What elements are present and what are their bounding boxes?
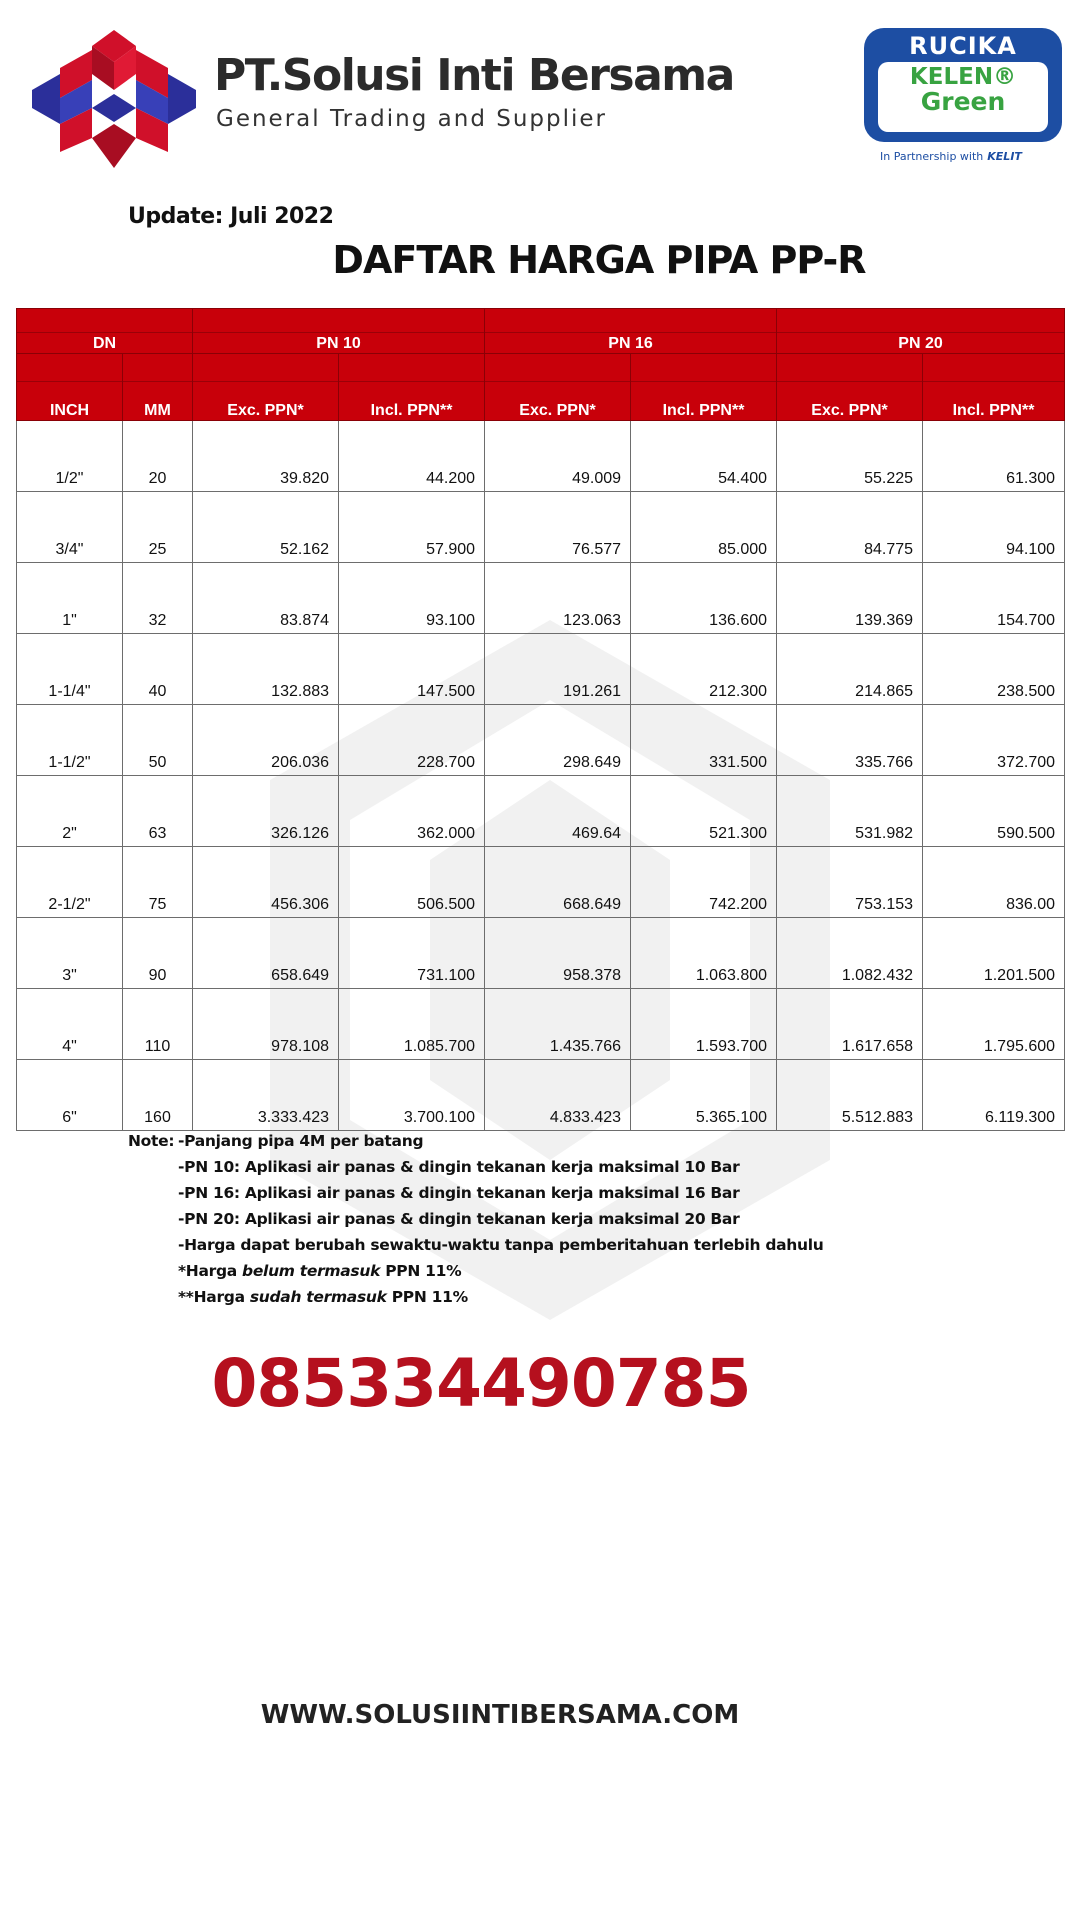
note-line: -PN 10: Aplikasi air panas & dingin tekanan kerja maksimal 10 Bar: [178, 1158, 740, 1176]
cell-pn10-inc: 3.700.100: [339, 1060, 485, 1131]
cell-pn16-exc: 49.009: [485, 421, 631, 492]
cell-inch: 3/4": [17, 492, 123, 563]
table-row: [17, 634, 1065, 705]
notes-label: Note:: [128, 1132, 175, 1150]
header-inch: INCH: [17, 354, 123, 421]
phone-number: 085334490785: [211, 1345, 751, 1422]
green-text: Green: [920, 87, 1006, 116]
cell-pn10-inc: 1.085.700: [339, 989, 485, 1060]
cell-inch: 1": [17, 563, 123, 634]
cell-pn16-inc: 212.300: [631, 634, 777, 705]
cell-pn10-exc: 326.126: [193, 776, 339, 847]
table-subheader-row: [17, 354, 1065, 421]
cell-pn20-inc: 154.700: [923, 563, 1065, 634]
table-row: [17, 776, 1065, 847]
cell-pn10-inc: 362.000: [339, 776, 485, 847]
cell-pn10-exc: 132.883: [193, 634, 339, 705]
cell-pn10-exc: 52.162: [193, 492, 339, 563]
table-row: [17, 492, 1065, 563]
header-pn10-exc: Exc. PPN*: [193, 354, 339, 421]
company-tagline: General Trading and Supplier: [216, 106, 607, 132]
cell-pn16-inc: 136.600: [631, 563, 777, 634]
header-pn20-exc: Exc. PPN*: [777, 354, 923, 421]
cell-pn20-exc: 1.617.658: [777, 989, 923, 1060]
table-row: [17, 1060, 1065, 1131]
cell-pn10-exc: 83.874: [193, 563, 339, 634]
cell-pn16-inc: 1.593.700: [631, 989, 777, 1060]
cell-pn20-exc: 214.865: [777, 634, 923, 705]
table-row: [17, 421, 1065, 492]
cell-pn10-exc: 658.649: [193, 918, 339, 989]
cell-pn20-inc: 1.795.600: [923, 989, 1065, 1060]
cell-inch: 1/2": [17, 421, 123, 492]
cell-pn20-inc: 372.700: [923, 705, 1065, 776]
cell-pn16-exc: 668.649: [485, 847, 631, 918]
cell-pn16-inc: 742.200: [631, 847, 777, 918]
cell-mm: 63: [123, 776, 193, 847]
kelen-green-badge: [878, 62, 1048, 132]
cell-pn16-inc: 1.063.800: [631, 918, 777, 989]
cell-pn16-exc: 4.833.423: [485, 1060, 631, 1131]
cell-pn10-exc: 39.820: [193, 421, 339, 492]
cell-inch: 3": [17, 918, 123, 989]
kelen-text: KELEN®: [909, 64, 1017, 90]
update-date: Update: Juli 2022: [128, 204, 334, 229]
company-logo: [30, 28, 198, 170]
partnership-line: [880, 150, 1022, 163]
page-title: DAFTAR HARGA PIPA PP-R: [332, 238, 866, 282]
cell-inch: 4": [17, 989, 123, 1060]
cell-pn20-exc: 531.982: [777, 776, 923, 847]
cell-pn16-inc: 331.500: [631, 705, 777, 776]
cell-pn16-inc: 85.000: [631, 492, 777, 563]
header-dn: DN: [17, 309, 193, 354]
cell-pn20-exc: 1.082.432: [777, 918, 923, 989]
cell-pn10-inc: 731.100: [339, 918, 485, 989]
cell-pn10-inc: 506.500: [339, 847, 485, 918]
cell-pn20-inc: 836.00: [923, 847, 1065, 918]
header-pn10-inc: Incl. PPN**: [339, 354, 485, 421]
company-name: PT.Solusi Inti Bersama: [214, 50, 734, 101]
cell-pn10-inc: 147.500: [339, 634, 485, 705]
cell-pn20-inc: 590.500: [923, 776, 1065, 847]
cell-pn20-inc: 6.119.300: [923, 1060, 1065, 1131]
notes-section: [128, 1128, 824, 1310]
cell-mm: 20: [123, 421, 193, 492]
cell-mm: 110: [123, 989, 193, 1060]
cell-pn16-inc: 5.365.100: [631, 1060, 777, 1131]
cell-pn10-exc: 3.333.423: [193, 1060, 339, 1131]
cell-mm: 32: [123, 563, 193, 634]
note-line: -PN 16: Aplikasi air panas & dingin tekanan kerja maksimal 16 Bar: [178, 1184, 740, 1202]
header-pn16: PN 16: [485, 309, 777, 354]
cell-pn10-inc: 228.700: [339, 705, 485, 776]
rucika-brand: RUCIKA: [909, 32, 1017, 60]
table-row: [17, 563, 1065, 634]
price-table-body: [17, 421, 1065, 1131]
cell-inch: 2-1/2": [17, 847, 123, 918]
cell-pn16-exc: 1.435.766: [485, 989, 631, 1060]
cell-pn20-inc: 61.300: [923, 421, 1065, 492]
cell-pn20-exc: 84.775: [777, 492, 923, 563]
table-group-header-row: [17, 309, 1065, 354]
note-line: -Panjang pipa 4M per batang: [178, 1132, 424, 1150]
note-inc-ppn: **Harga sudah termasuk PPN 11%: [178, 1288, 468, 1306]
note-exc-ppn: *Harga belum termasuk PPN 11%: [178, 1262, 462, 1280]
cell-pn16-exc: 191.261: [485, 634, 631, 705]
cell-mm: 40: [123, 634, 193, 705]
cell-pn10-inc: 57.900: [339, 492, 485, 563]
header-mm: MM: [123, 354, 193, 421]
cell-pn16-inc: 54.400: [631, 421, 777, 492]
table-row: [17, 989, 1065, 1060]
cell-pn20-exc: 753.153: [777, 847, 923, 918]
cell-mm: 160: [123, 1060, 193, 1131]
cell-pn20-inc: 94.100: [923, 492, 1065, 563]
partnership-text: In Partnership with: [880, 150, 984, 163]
cell-inch: 2": [17, 776, 123, 847]
price-table: [16, 308, 1065, 1131]
cell-pn10-inc: 44.200: [339, 421, 485, 492]
cell-pn16-exc: 469.64: [485, 776, 631, 847]
header-pn10: PN 10: [193, 309, 485, 354]
cell-pn20-inc: 1.201.500: [923, 918, 1065, 989]
cell-inch: 1-1/2": [17, 705, 123, 776]
cell-mm: 50: [123, 705, 193, 776]
cell-pn10-exc: 456.306: [193, 847, 339, 918]
cell-mm: 90: [123, 918, 193, 989]
rucika-kelen-logo: [864, 28, 1062, 142]
kelit-brand: KELIT: [987, 150, 1022, 163]
cell-mm: 75: [123, 847, 193, 918]
header-pn20: PN 20: [777, 309, 1065, 354]
cell-pn16-exc: 76.577: [485, 492, 631, 563]
cell-inch: 6": [17, 1060, 123, 1131]
cell-pn20-exc: 139.369: [777, 563, 923, 634]
header-pn16-inc: Incl. PPN**: [631, 354, 777, 421]
cell-pn10-inc: 93.100: [339, 563, 485, 634]
cell-pn20-exc: 335.766: [777, 705, 923, 776]
table-row: [17, 705, 1065, 776]
header-pn16-exc: Exc. PPN*: [485, 354, 631, 421]
cell-pn20-inc: 238.500: [923, 634, 1065, 705]
website-url: WWW.SOLUSIINTIBERSAMA.COM: [260, 1700, 740, 1730]
cell-pn20-exc: 55.225: [777, 421, 923, 492]
cell-inch: 1-1/4": [17, 634, 123, 705]
cell-pn16-exc: 298.649: [485, 705, 631, 776]
note-line: -PN 20: Aplikasi air panas & dingin tekanan kerja maksimal 20 Bar: [178, 1210, 740, 1228]
cell-pn10-exc: 978.108: [193, 989, 339, 1060]
cell-pn16-exc: 958.378: [485, 918, 631, 989]
table-row: [17, 847, 1065, 918]
cell-pn20-exc: 5.512.883: [777, 1060, 923, 1131]
cell-pn16-inc: 521.300: [631, 776, 777, 847]
cell-pn16-exc: 123.063: [485, 563, 631, 634]
note-line: -Harga dapat berubah sewaktu-waktu tanpa pemberitahuan terlebih dahulu: [178, 1236, 824, 1254]
cell-pn10-exc: 206.036: [193, 705, 339, 776]
cell-mm: 25: [123, 492, 193, 563]
table-row: [17, 918, 1065, 989]
header-pn20-inc: Incl. PPN**: [923, 354, 1065, 421]
